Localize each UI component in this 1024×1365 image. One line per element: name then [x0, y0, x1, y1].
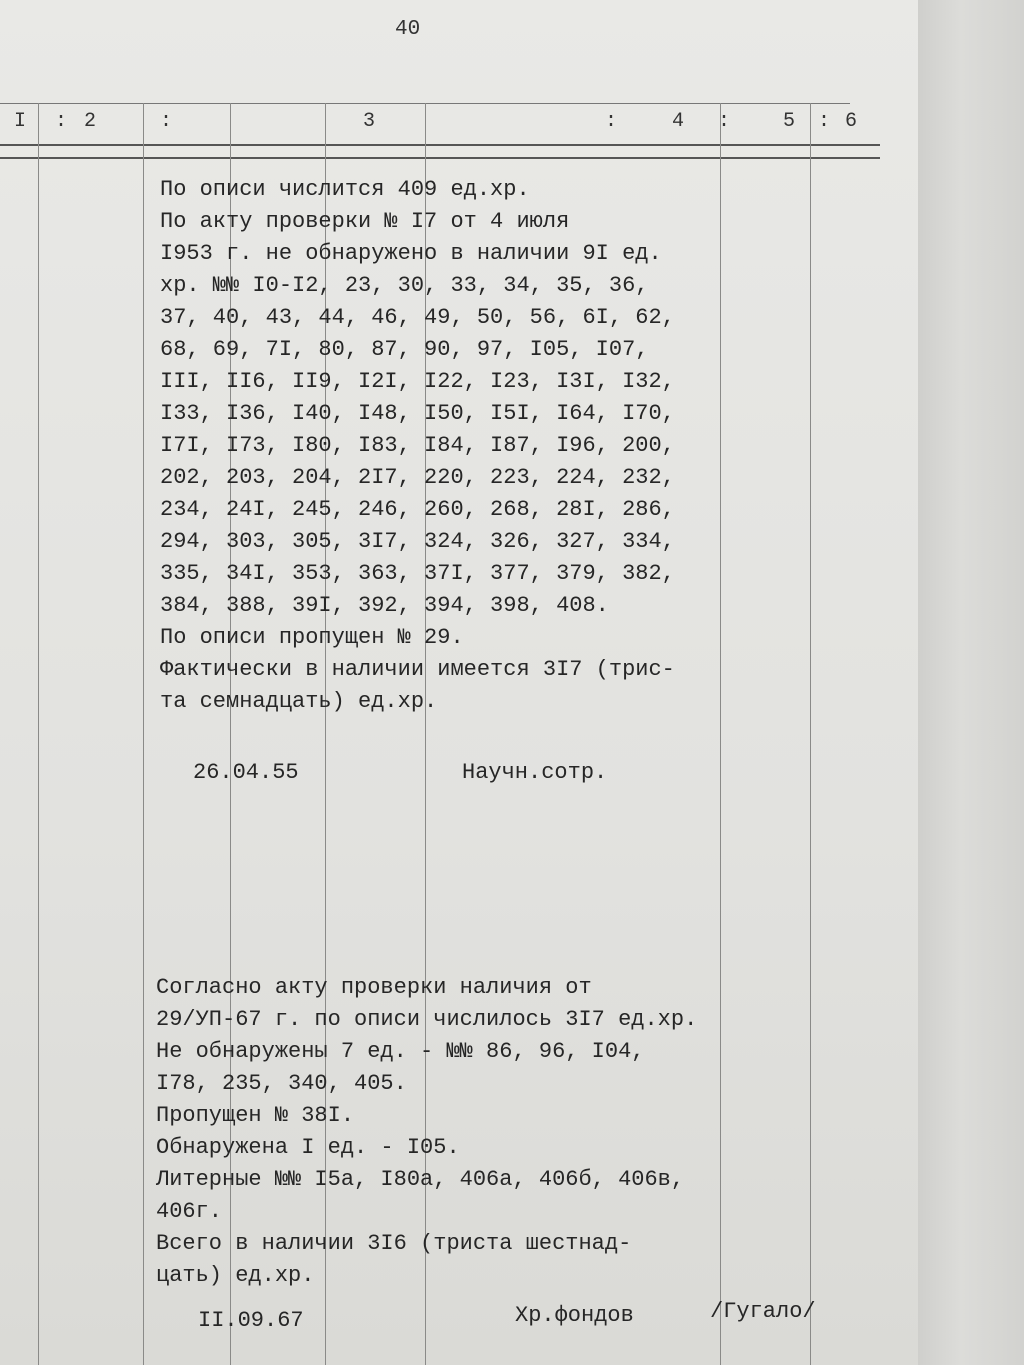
- column-6-label: 6: [845, 110, 858, 133]
- column-divider: [38, 103, 39, 1365]
- text-line: хр. №№ I0-I2, 23, 30, 33, 34, 35, 36,: [160, 273, 649, 298]
- column-separator: :: [160, 110, 173, 133]
- column-divider: [720, 103, 721, 1365]
- entry1-date: 26.04.55: [193, 760, 299, 785]
- inventory-note-1: [160, 174, 675, 718]
- text-line: I33, I36, I40, I48, I50, I5I, I64, I70,: [160, 401, 675, 426]
- inventory-note-2: [156, 972, 697, 1292]
- text-line: цать) ед.хр.: [156, 1263, 315, 1288]
- text-line: Фактически в наличии имеется 3I7 (трис-: [160, 657, 675, 682]
- text-line: 68, 69, 7I, 80, 87, 90, 97, I05, I07,: [160, 337, 649, 362]
- text-line: III, II6, II9, I2I, I22, I23, I3I, I32,: [160, 369, 675, 394]
- text-line: I953 г. не обнаружено в наличии 9I ед.: [160, 241, 662, 266]
- text-line: та семнадцать) ед.хр.: [160, 689, 438, 714]
- text-line: По описи числится 409 ед.хр.: [160, 177, 530, 202]
- column-divider: [810, 103, 811, 1365]
- entry2-signatory: Хр.фондов: [515, 1303, 634, 1328]
- column-divider: [143, 103, 144, 1365]
- text-line: 202, 203, 204, 2I7, 220, 223, 224, 232,: [160, 465, 675, 490]
- column-2-label: 2: [84, 110, 97, 133]
- page-number: 40: [395, 18, 421, 41]
- text-line: I78, 235, 340, 405.: [156, 1071, 407, 1096]
- column-4-label: 4: [672, 110, 685, 133]
- entry2-date: II.09.67: [198, 1308, 304, 1333]
- text-line: 294, 303, 305, 3I7, 324, 326, 327, 334,: [160, 529, 675, 554]
- column-header: [0, 110, 880, 140]
- column-separator: :: [718, 110, 731, 133]
- text-line: 37, 40, 43, 44, 46, 49, 50, 56, 6I, 62,: [160, 305, 675, 330]
- text-line: 406г.: [156, 1199, 223, 1224]
- text-line: Пропущен № 38I.: [156, 1103, 355, 1128]
- underlying-page: [918, 0, 1024, 1365]
- entry2-name: /Гугало/: [710, 1299, 816, 1324]
- column-5-label: 5: [783, 110, 796, 133]
- column-separator: :: [818, 110, 831, 133]
- text-line: Обнаружена I ед. - I05.: [156, 1135, 460, 1160]
- column-3-label: 3: [363, 110, 376, 133]
- text-line: 234, 24I, 245, 246, 260, 268, 28I, 286,: [160, 497, 675, 522]
- text-line: По описи пропущен № 29.: [160, 625, 464, 650]
- text-line: По акту проверки № I7 от 4 июля: [160, 209, 570, 234]
- text-line: Литерные №№ I5а, I80а, 406а, 406б, 406в,: [156, 1167, 685, 1192]
- text-line: Всего в наличии 3I6 (триста шестнад-: [156, 1231, 632, 1256]
- column-separator: :: [605, 110, 618, 133]
- text-line: I7I, I73, I80, I83, I84, I87, I96, 200,: [160, 433, 675, 458]
- column-separator: :: [55, 110, 68, 133]
- column-1-label: I: [14, 110, 27, 133]
- text-line: 335, 34I, 353, 363, 37I, 377, 379, 382,: [160, 561, 675, 586]
- text-line: Не обнаружены 7 ед. - №№ 86, 96, I04,: [156, 1039, 645, 1064]
- header-rule: [0, 144, 880, 146]
- header-bottom-rule: [0, 157, 880, 159]
- entry1-signatory: Научн.сотр.: [462, 760, 608, 785]
- text-line: 384, 388, 39I, 392, 394, 398, 408.: [160, 593, 609, 618]
- text-line: Согласно акту проверки наличия от: [156, 975, 592, 1000]
- text-line: 29/УП-67 г. по описи числилось 3I7 ед.хр.: [156, 1007, 698, 1032]
